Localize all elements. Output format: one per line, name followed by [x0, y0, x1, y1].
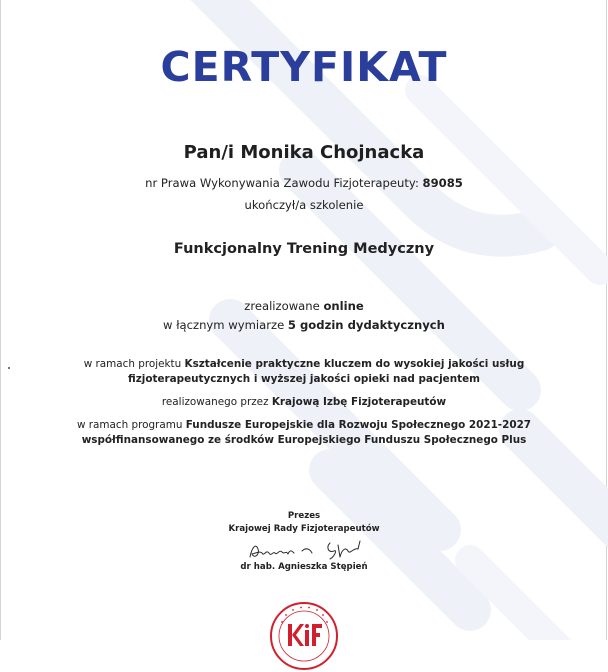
- signatory-body: [0, 524, 608, 535]
- license-line: [0, 176, 608, 190]
- cofinance-text: współfinansowanego ze środków Europejskiego Funduszu Społecznego Plus: [81, 434, 527, 446]
- program-name: Fundusze Europejskie dla Rozwoju Społecznego 2021-2027: [185, 419, 532, 431]
- signatory-body-text: Krajowej Rady Fizjoterapeutów: [228, 524, 380, 534]
- project-label: w ramach projektu: [83, 358, 185, 370]
- signatory-role: [0, 511, 608, 522]
- realized-by-org: Krajową Izbę Fizjoterapeutów: [271, 396, 447, 408]
- mode-value: online: [323, 299, 364, 313]
- realized-line: [0, 299, 608, 313]
- completed-label: ukończył/a szkolenie: [244, 198, 364, 212]
- license-label: nr Prawa Wykonywania Zawodu Fizjoterapeuty:: [145, 176, 423, 190]
- recipient-name: Pan/i Monika Chojnacka: [183, 142, 425, 163]
- kif-logo-seal: [268, 600, 340, 672]
- realized-by-label: realizowanego przez: [161, 396, 272, 408]
- signatory-name: [0, 562, 608, 573]
- project-line-1: [0, 357, 608, 372]
- license-number: 89085: [422, 176, 463, 190]
- certificate-title: CERTYFIKAT: [160, 43, 448, 91]
- signatory-name-text: dr hab. Agnieszka Stępień: [240, 562, 368, 572]
- course-title: Funkcjonalny Trening Medyczny: [173, 241, 435, 257]
- scope-value: 5 godzin dydaktycznych: [287, 318, 445, 332]
- scope-line: [0, 318, 608, 332]
- scope-label: w łącznym wymiarze: [163, 318, 288, 332]
- project-name-line1: Kształcenie praktyczne kluczem do wysokiej jakości usług: [184, 358, 525, 370]
- realized-label: zrealizowane: [244, 299, 324, 313]
- handwritten-signature: [242, 537, 382, 563]
- program-line: [0, 418, 608, 433]
- project-name-line2: fizjoterapeutycznych i wyższej jakości opieki nad pacjentem: [128, 373, 480, 385]
- cofinance-line: [0, 433, 608, 448]
- program-label: w ramach programu: [76, 419, 186, 431]
- signatory-role-text: Prezes: [287, 511, 321, 521]
- project-line-2: [0, 372, 608, 387]
- realized-by-line: [0, 395, 608, 410]
